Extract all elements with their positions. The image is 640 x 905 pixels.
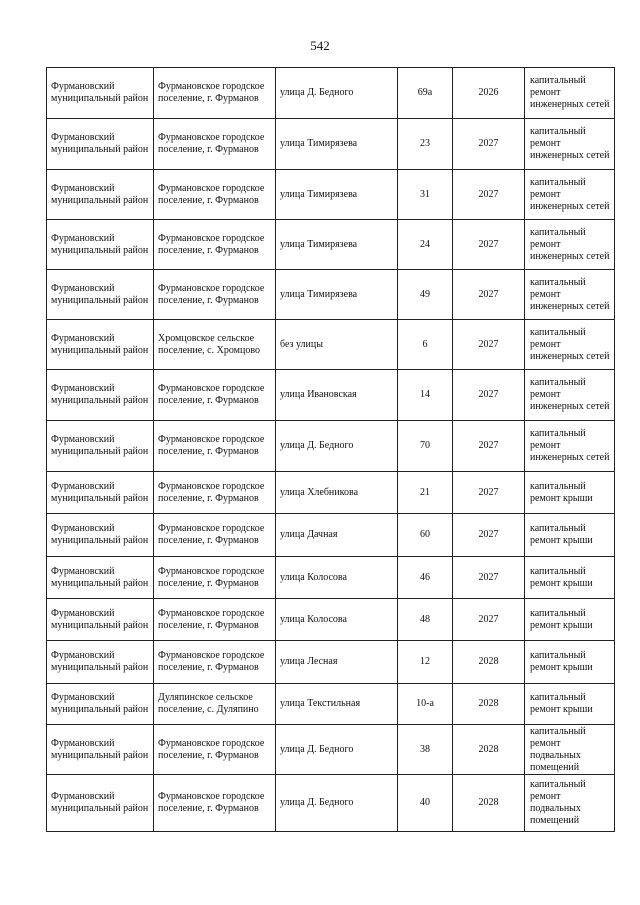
street-cell: улица Текстильная xyxy=(276,684,398,725)
year-cell: 2027 xyxy=(453,514,525,557)
year-cell: 2028 xyxy=(453,725,525,775)
house-number-cell: 10-а xyxy=(398,684,453,725)
district-cell: Фурмановский муниципальный район xyxy=(47,220,154,270)
work-type-cell: капитальный ремонт инженерных сетей xyxy=(525,320,615,370)
work-type-cell: капитальный ремонт инженерных сетей xyxy=(525,421,615,472)
district-cell: Фурмановский муниципальный район xyxy=(47,370,154,421)
settlement-cell: Фурмановское городское поселение, г. Фурманов xyxy=(154,220,276,270)
work-type-cell: капитальный ремонт инженерных сетей xyxy=(525,170,615,220)
street-cell: улица Д. Бедного xyxy=(276,725,398,775)
table-row xyxy=(47,170,615,220)
work-type-cell: капитальный ремонт крыши xyxy=(525,684,615,725)
street-cell: улица Тимирязева xyxy=(276,220,398,270)
district-cell: Фурмановский муниципальный район xyxy=(47,641,154,684)
work-type-cell: капитальный ремонт крыши xyxy=(525,514,615,557)
district-cell: Фурмановский муниципальный район xyxy=(47,270,154,320)
district-cell: Фурмановский муниципальный район xyxy=(47,421,154,472)
settlement-cell: Фурмановское городское поселение, г. Фурманов xyxy=(154,68,276,119)
house-number-cell: 40 xyxy=(398,775,453,832)
year-cell: 2027 xyxy=(453,119,525,170)
district-cell: Фурмановский муниципальный район xyxy=(47,557,154,599)
district-cell: Фурмановский муниципальный район xyxy=(47,514,154,557)
work-type-cell: капитальный ремонт инженерных сетей xyxy=(525,119,615,170)
street-cell: улица Дачная xyxy=(276,514,398,557)
district-cell: Фурмановский муниципальный район xyxy=(47,599,154,641)
year-cell: 2027 xyxy=(453,421,525,472)
street-cell: без улицы xyxy=(276,320,398,370)
house-number-cell: 14 xyxy=(398,370,453,421)
street-cell: улица Д. Бедного xyxy=(276,421,398,472)
house-number-cell: 23 xyxy=(398,119,453,170)
house-number-cell: 6 xyxy=(398,320,453,370)
table-row xyxy=(47,472,615,514)
house-number-cell: 69а xyxy=(398,68,453,119)
year-cell: 2026 xyxy=(453,68,525,119)
table-row xyxy=(47,370,615,421)
house-number-cell: 60 xyxy=(398,514,453,557)
settlement-cell: Фурмановское городское поселение, г. Фурманов xyxy=(154,557,276,599)
street-cell: улица Колосова xyxy=(276,557,398,599)
work-type-cell: капитальный ремонт крыши xyxy=(525,472,615,514)
work-type-cell: капитальный ремонт инженерных сетей xyxy=(525,220,615,270)
settlement-cell: Фурмановское городское поселение, г. Фурманов xyxy=(154,119,276,170)
year-cell: 2027 xyxy=(453,320,525,370)
house-number-cell: 31 xyxy=(398,170,453,220)
house-number-cell: 24 xyxy=(398,220,453,270)
street-cell: улица Д. Бедного xyxy=(276,68,398,119)
year-cell: 2028 xyxy=(453,684,525,725)
table-row xyxy=(47,270,615,320)
street-cell: улица Д. Бедного xyxy=(276,775,398,832)
house-number-cell: 38 xyxy=(398,725,453,775)
district-cell: Фурмановский муниципальный район xyxy=(47,684,154,725)
table-row xyxy=(47,514,615,557)
table-row xyxy=(47,725,615,775)
work-type-cell: капитальный ремонт крыши xyxy=(525,599,615,641)
table-row xyxy=(47,599,615,641)
settlement-cell: Фурмановское городское поселение, г. Фурманов xyxy=(154,725,276,775)
district-cell: Фурмановский муниципальный район xyxy=(47,725,154,775)
year-cell: 2027 xyxy=(453,599,525,641)
street-cell: улица Тимирязева xyxy=(276,170,398,220)
table-row xyxy=(47,320,615,370)
street-cell: улица Хлебникова xyxy=(276,472,398,514)
settlement-cell: Фурмановское городское поселение, г. Фурманов xyxy=(154,641,276,684)
street-cell: улица Лесная xyxy=(276,641,398,684)
district-cell: Фурмановский муниципальный район xyxy=(47,320,154,370)
district-cell: Фурмановский муниципальный район xyxy=(47,119,154,170)
year-cell: 2028 xyxy=(453,641,525,684)
table-row xyxy=(47,775,615,832)
table-row xyxy=(47,421,615,472)
settlement-cell: Фурмановское городское поселение, г. Фурманов xyxy=(154,170,276,220)
district-cell: Фурмановский муниципальный район xyxy=(47,170,154,220)
table-row xyxy=(47,557,615,599)
house-number-cell: 46 xyxy=(398,557,453,599)
table-body xyxy=(47,68,615,832)
house-number-cell: 12 xyxy=(398,641,453,684)
settlement-cell: Фурмановское городское поселение, г. Фурманов xyxy=(154,514,276,557)
work-type-cell: капитальный ремонт крыши xyxy=(525,641,615,684)
year-cell: 2027 xyxy=(453,220,525,270)
street-cell: улица Тимирязева xyxy=(276,119,398,170)
settlement-cell: Фурмановское городское поселение, г. Фурманов xyxy=(154,421,276,472)
district-cell: Фурмановский муниципальный район xyxy=(47,775,154,832)
table-row xyxy=(47,220,615,270)
house-number-cell: 49 xyxy=(398,270,453,320)
page-number: 542 xyxy=(310,38,330,53)
settlement-cell: Фурмановское городское поселение, г. Фурманов xyxy=(154,599,276,641)
house-number-cell: 48 xyxy=(398,599,453,641)
year-cell: 2028 xyxy=(453,775,525,832)
year-cell: 2027 xyxy=(453,370,525,421)
settlement-cell: Фурмановское городское поселение, г. Фурманов xyxy=(154,270,276,320)
settlement-cell: Фурмановское городское поселение, г. Фурманов xyxy=(154,472,276,514)
work-type-cell: капитальный ремонт подвальных помещений xyxy=(525,725,615,775)
year-cell: 2027 xyxy=(453,557,525,599)
district-cell: Фурмановский муниципальный район xyxy=(47,68,154,119)
work-type-cell: капитальный ремонт подвальных помещений xyxy=(525,775,615,832)
settlement-cell: Хромцовское сельское поселение, с. Хромцово xyxy=(154,320,276,370)
year-cell: 2027 xyxy=(453,170,525,220)
settlement-cell: Фурмановское городское поселение, г. Фурманов xyxy=(154,775,276,832)
table-row xyxy=(47,119,615,170)
house-number-cell: 21 xyxy=(398,472,453,514)
year-cell: 2027 xyxy=(453,472,525,514)
repair-schedule-table xyxy=(46,67,615,832)
street-cell: улица Ивановская xyxy=(276,370,398,421)
settlement-cell: Дуляпинское сельское поселение, с. Дуляпино xyxy=(154,684,276,725)
work-type-cell: капитальный ремонт крыши xyxy=(525,557,615,599)
house-number-cell: 70 xyxy=(398,421,453,472)
year-cell: 2027 xyxy=(453,270,525,320)
settlement-cell: Фурмановское городское поселение, г. Фурманов xyxy=(154,370,276,421)
work-type-cell: капитальный ремонт инженерных сетей xyxy=(525,270,615,320)
work-type-cell: капитальный ремонт инженерных сетей xyxy=(525,68,615,119)
district-cell: Фурмановский муниципальный район xyxy=(47,472,154,514)
table-row xyxy=(47,684,615,725)
street-cell: улица Тимирязева xyxy=(276,270,398,320)
table-row xyxy=(47,68,615,119)
street-cell: улица Колосова xyxy=(276,599,398,641)
work-type-cell: капитальный ремонт инженерных сетей xyxy=(525,370,615,421)
table-row xyxy=(47,641,615,684)
